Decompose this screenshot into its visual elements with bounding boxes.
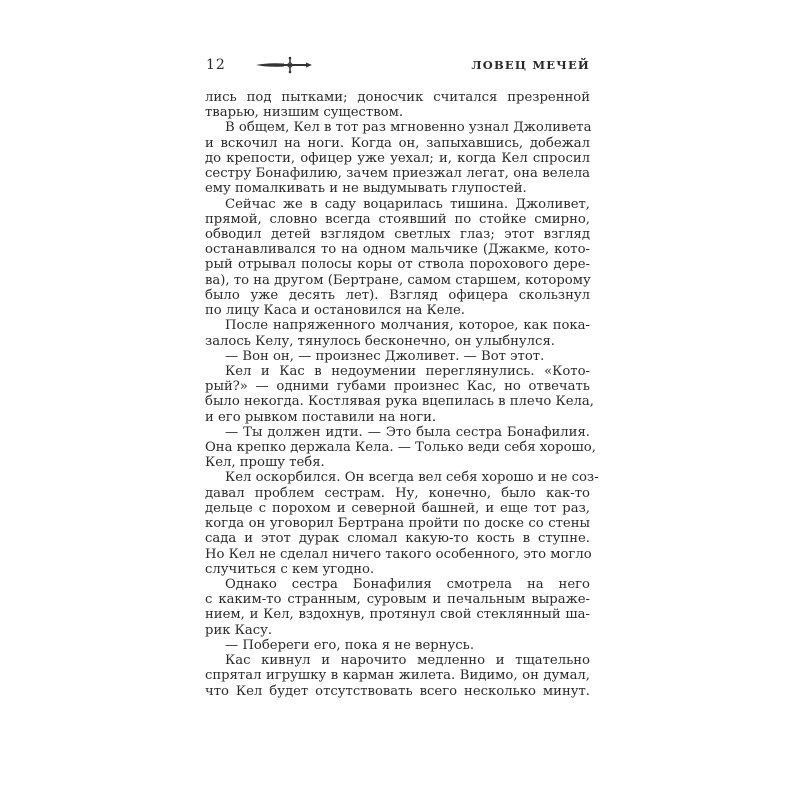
text-line: нием, и Кел, вздохнув, протянул свой стеклянный ша- bbox=[205, 607, 590, 623]
text-line: спрятал игрушку в карман жилета. Видимо, он думал, bbox=[205, 668, 590, 684]
running-title: ЛОВЕЦ МЕЧЕЙ bbox=[471, 58, 590, 72]
text-line: ва), то на другом (Бертране, самом старшем, которому bbox=[205, 272, 591, 288]
text-line: Однако сестра Бонафилия смотрела на него bbox=[225, 577, 590, 592]
text-line: — Побереги его, пока я не вернусь. bbox=[225, 637, 475, 653]
text-line: останавливался то на одном мальчике (Джакме, кото- bbox=[205, 242, 590, 258]
text-line: лись под пытками; доносчик считался презренной bbox=[205, 90, 590, 105]
text-line: Кел и Кас в недоумении переглянулись. «Кото- bbox=[225, 363, 590, 379]
text-line: рый отрывал полосы коры от ствола порохового дере- bbox=[205, 257, 590, 273]
text-line: что Кел будет отсутствовать всего несколько минут. bbox=[205, 683, 590, 699]
text-line: прямой, словно всегда стоявший по стойке смирно, bbox=[205, 211, 590, 227]
text-line: тварью, низшим существом. bbox=[205, 105, 404, 121]
text-line: Она крепко держала Кела. — Только веди себя хорошо, bbox=[205, 440, 596, 456]
text-line: и его рывком поставили на ноги. bbox=[205, 409, 437, 425]
text-line: до крепости, офицер уже уехал; и, когда Кел спросил bbox=[205, 150, 590, 166]
text-line: Но Кел не сделал ничего такого особенного, это могло bbox=[205, 546, 592, 562]
text-line: когда он уговорил Бертрана пройти по доске со стены bbox=[205, 516, 590, 532]
text-line: — Вон он, — произнес Джоливет. — Вот этот. bbox=[225, 348, 545, 364]
text-line: — Ты должен идти. — Это была сестра Бонафилия. bbox=[225, 424, 590, 440]
text-line: и вскочил на ноги. Когда он, запыхавшись, добежал bbox=[205, 135, 590, 151]
text-line: рый?» — одними губами произнес Кас, но отвечать bbox=[205, 379, 590, 395]
text-line: случиться с кем угодно. bbox=[205, 561, 375, 577]
text-line: сестру Бонафилию, зачем приезжал легат, она велела bbox=[205, 166, 590, 182]
text-line: было уже десять лет). Взгляд офицера скользнул bbox=[205, 287, 590, 303]
text-line: ему помалкивать и не выдумывать глупостей. bbox=[205, 181, 527, 197]
text-line: обводил детей взглядом светлых глаз; этот взгляд bbox=[205, 226, 590, 242]
text-line: давал проблем сестрам. Ну, конечно, было как-то bbox=[205, 485, 590, 501]
dagger-ornament-icon bbox=[254, 56, 314, 74]
text-line: залось Келу, тянулось бесконечно, он улыбнулся. bbox=[205, 333, 555, 349]
text-line: рик Касу. bbox=[205, 622, 273, 638]
text-line: было некогда. Костлявая рука вцепилась в плечо Кела, bbox=[205, 394, 594, 410]
text-line: дельце с порохом и северной башней, и еще тот раз, bbox=[205, 500, 590, 516]
page-number: 12 bbox=[206, 57, 226, 73]
text-line: Кел, прошу тебя. bbox=[205, 455, 325, 471]
text-line: сада и этот дурак сломал какую-то кость в ступне. bbox=[205, 531, 590, 547]
text-line: Сейчас же в саду воцарилась тишина. Джоливет, bbox=[225, 196, 590, 212]
text-line: После напряженного молчания, которое, как пока- bbox=[225, 318, 590, 334]
text-line: с каким-то странным, суровым и печальным выраже- bbox=[205, 592, 590, 608]
text-line: Кас кивнул и нарочито медленно и тщательно bbox=[225, 653, 590, 669]
text-line: по лицу Каса и остановился на Келе. bbox=[205, 303, 465, 319]
text-line: В общем, Кел в тот раз мгновенно узнал Джоливета bbox=[225, 120, 592, 136]
body-text bbox=[205, 90, 599, 699]
text-line: Кел оскорбился. Он всегда вел себя хорошо и не соз- bbox=[225, 470, 599, 486]
